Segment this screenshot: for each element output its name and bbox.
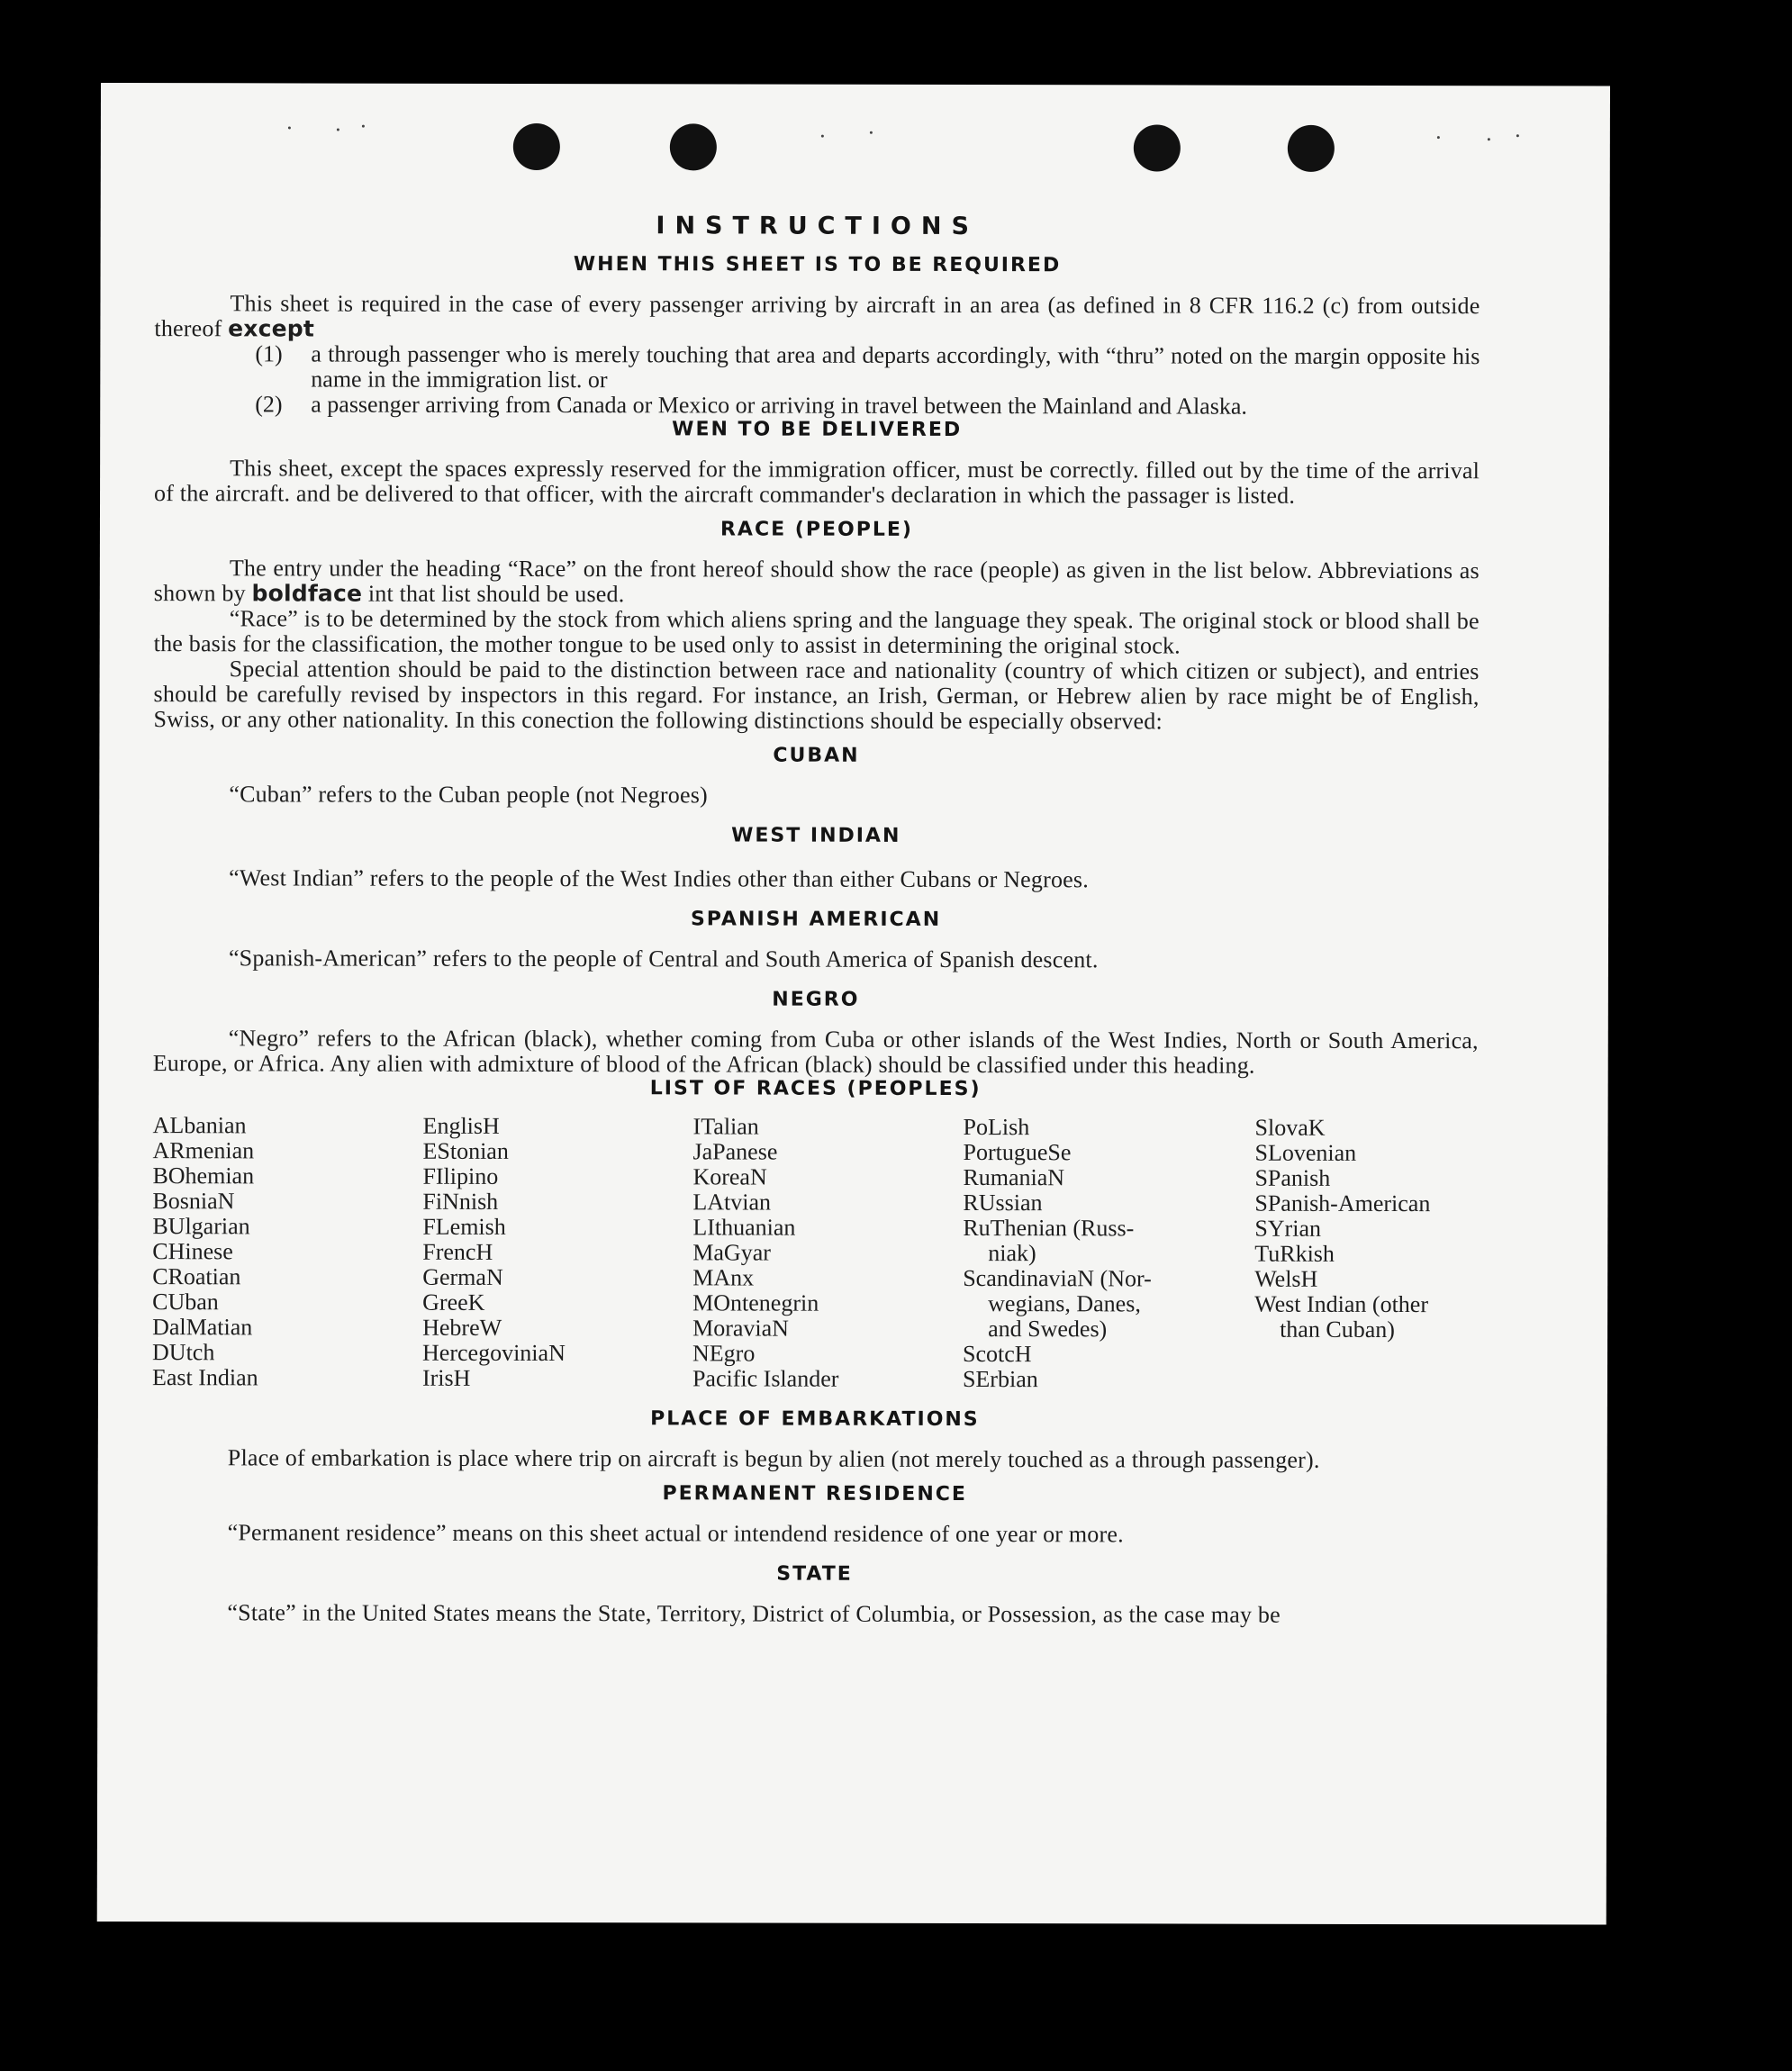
speck (821, 135, 824, 138)
residence-paragraph: “Permanent residence” means on this sheet actual or intendend residence of one year or more. (227, 1519, 1124, 1548)
race-entry: SlovaK (1254, 1114, 1326, 1141)
race-entry: BOhemian (152, 1162, 255, 1189)
races-column (692, 1114, 964, 1392)
race-entry: ITalian (692, 1113, 759, 1140)
race-entry: NEgro (692, 1340, 756, 1367)
required-paragraph (154, 291, 1480, 344)
document-title: INSTRUCTIONS (656, 212, 979, 241)
race-paragraph-2: “Race” is to be determined by the stock from which aliens spring and the language they speak. The original stock or blood shall be the basis for the classification, the mother tongue to be used only to assist in determining the original stock. (153, 605, 1480, 659)
section-heading-races-list: LIST OF RACES (PEOPLES) (649, 1077, 982, 1101)
race-entry: PortugueSe (963, 1139, 1072, 1166)
race-entry: DalMatian (152, 1314, 253, 1341)
race-entry: wegians, Danes, (988, 1290, 1141, 1317)
exception-text: a passenger arriving from Canada or Mexico or arriving in travel between the Mainland and Alaska. (311, 391, 1247, 420)
race-entry: niak) (988, 1240, 1036, 1267)
race-entry: MAnx (692, 1264, 755, 1291)
race-entry: MaGyar (692, 1239, 771, 1266)
race-entry: ALbanian (152, 1112, 247, 1139)
race-entry: DUtch (152, 1339, 215, 1366)
race-entry: EStonian (422, 1137, 509, 1164)
race-entry: ScotcH (963, 1341, 1032, 1368)
section-heading-race: RACE (PEOPLE) (720, 518, 913, 541)
west-indian-paragraph: “West Indian” refers to the people of the West Indies other than either Cubans or Negroes. (229, 864, 1089, 893)
instructions-body (151, 211, 1480, 1628)
speck (870, 131, 873, 134)
speck (288, 126, 291, 129)
speck (337, 129, 339, 131)
race-entry: FiNnish (422, 1188, 499, 1215)
speck (1516, 134, 1519, 137)
race-entry: SPanish-American (1254, 1189, 1431, 1217)
race-entry: SPanish (1254, 1164, 1331, 1191)
races-column (152, 1113, 423, 1391)
race-entry: SYrian (1254, 1215, 1322, 1242)
races-column (422, 1114, 693, 1392)
race-entry: Pacific Islander (692, 1365, 839, 1392)
punch-hole (670, 123, 717, 170)
race-entry: TuRkish (1254, 1240, 1335, 1267)
race-entry: ARmenian (152, 1137, 255, 1164)
races-column (963, 1115, 1255, 1393)
race-entry: RUssian (963, 1189, 1043, 1216)
race-entry: West Indian (other (1254, 1290, 1429, 1318)
exceptions-list (154, 341, 1480, 420)
race-entry: MOntenegrin (692, 1289, 819, 1316)
section-heading-delivered: WEN TO BE DELIVERED (672, 418, 963, 442)
race-entry: LIthuanian (692, 1214, 796, 1241)
exception-number: (1) (255, 340, 283, 367)
races-list (152, 1113, 1479, 1393)
punch-hole (513, 123, 560, 170)
section-heading-cuban: CUBAN (773, 744, 860, 767)
race-entry: HebreW (422, 1314, 502, 1341)
race-entry: HercegoviniaN (422, 1339, 566, 1367)
punch-hole (1288, 125, 1335, 172)
race-entry: KoreaN (692, 1163, 767, 1190)
delivered-paragraph: This sheet, except the spaces expressly reserved for the immigration officer, must be correctly. filled out by the time of the arrival of the aircraft. and be delivered to that officer, with the aircraft commander's declaration in which the passager is listed. (154, 455, 1480, 509)
race-text: The entry under the heading “Race” on the front hereof should show the race (people) as given in the list below. Abbreviations as shown by (153, 555, 1480, 607)
exception-number: (2) (255, 391, 283, 418)
race-entry: JaPanese (692, 1138, 778, 1165)
document-page (97, 83, 1610, 1925)
race-entry: BosniaN (152, 1188, 235, 1215)
race-entry: CRoatian (152, 1263, 241, 1290)
race-entry: CUban (152, 1289, 219, 1316)
section-heading-required: WHEN THIS SHEET IS TO BE REQUIRED (573, 253, 1062, 277)
section-heading-west-indian: WEST INDIAN (731, 824, 901, 847)
section-heading-embarkation: PLACE OF EMBARKATIONS (650, 1407, 980, 1432)
race-paragraph-3: Special attention should be paid to the distinction between race and nationality (country of which citizen or subject), and entries should be carefully revised by inspectors in this regard. For instance, an Irish, German, or Hebrew alien by race might be of English, Swiss, or any other nationality. In this conection the following distinctions should be especially observed: (153, 656, 1480, 735)
race-entry: EnglisH (422, 1112, 500, 1139)
race-entry: IrisH (421, 1364, 471, 1391)
speck (1437, 136, 1440, 139)
boldface-keyword: boldface (251, 580, 363, 607)
race-entry: RuThenian (Russ- (963, 1215, 1135, 1242)
exception-item (154, 392, 1480, 420)
except-keyword: except (228, 315, 315, 342)
required-text: This sheet is required in the case of every passenger arriving by aircraft in an area (as defined in 8 CFR 116.2 (c) from outside thereof (154, 290, 1480, 342)
race-entry: and Swedes) (988, 1316, 1108, 1343)
section-heading-negro: NEGRO (772, 988, 860, 1011)
cuban-paragraph: “Cuban” refers to the Cuban people (not Negroes) (229, 781, 708, 809)
race-entry: SLovenian (1254, 1139, 1357, 1166)
speck (1488, 138, 1490, 140)
race-entry: RumaniaN (963, 1164, 1065, 1191)
spanish-american-paragraph: “Spanish-American” refers to the people of Central and South America of Spanish descent. (228, 945, 1099, 973)
state-paragraph: “State” in the United States means the State, Territory, District of Columbia, or Possession, as the case may be (227, 1599, 1281, 1628)
exception-item (154, 341, 1480, 394)
race-entry: ScandinaviaN (Nor- (963, 1265, 1152, 1292)
race-entry: FrencH (422, 1238, 493, 1265)
race-entry: CHinese (152, 1238, 233, 1265)
exception-text: a through passenger who is merely touching that area and departs accordingly, with “thru” noted on the margin opposite his name in the immigration list. or (311, 340, 1480, 393)
race-entry: FIlipino (422, 1162, 499, 1189)
race-text: int that list should be used. (367, 580, 625, 608)
section-heading-residence: PERMANENT RESIDENCE (662, 1482, 967, 1506)
race-entry: East Indian (151, 1364, 258, 1391)
section-heading-spanish-american: SPANISH AMERICAN (690, 908, 942, 931)
race-entry: BUlgarian (152, 1213, 250, 1240)
race-entry: than Cuban) (1280, 1316, 1395, 1343)
speck (362, 125, 365, 128)
race-paragraph-1 (154, 556, 1480, 609)
race-entry: LAtvian (692, 1189, 772, 1216)
negro-paragraph: “Negro” refers to the African (black), whether coming from Cuba or other islands of the West Indies, North or South America, Europe, or Africa. Any alien with admixture of blood of the African (black) should be classified under this heading. (152, 1025, 1479, 1079)
race-entry: SErbian (962, 1366, 1038, 1393)
punch-hole (1134, 124, 1181, 171)
races-column (1254, 1116, 1479, 1394)
race-entry: WelsH (1254, 1265, 1318, 1292)
race-entry: MoraviaN (692, 1315, 789, 1342)
embarkation-paragraph: Place of embarkation is place where trip on aircraft is begun by alien (not merely touched as a through passenger). (227, 1444, 1320, 1473)
section-heading-state: STATE (776, 1562, 853, 1586)
race-entry: FLemish (422, 1213, 506, 1240)
race-entry: GreeK (422, 1289, 485, 1316)
race-entry: PoLish (963, 1114, 1030, 1141)
race-entry: GermaN (422, 1263, 503, 1290)
